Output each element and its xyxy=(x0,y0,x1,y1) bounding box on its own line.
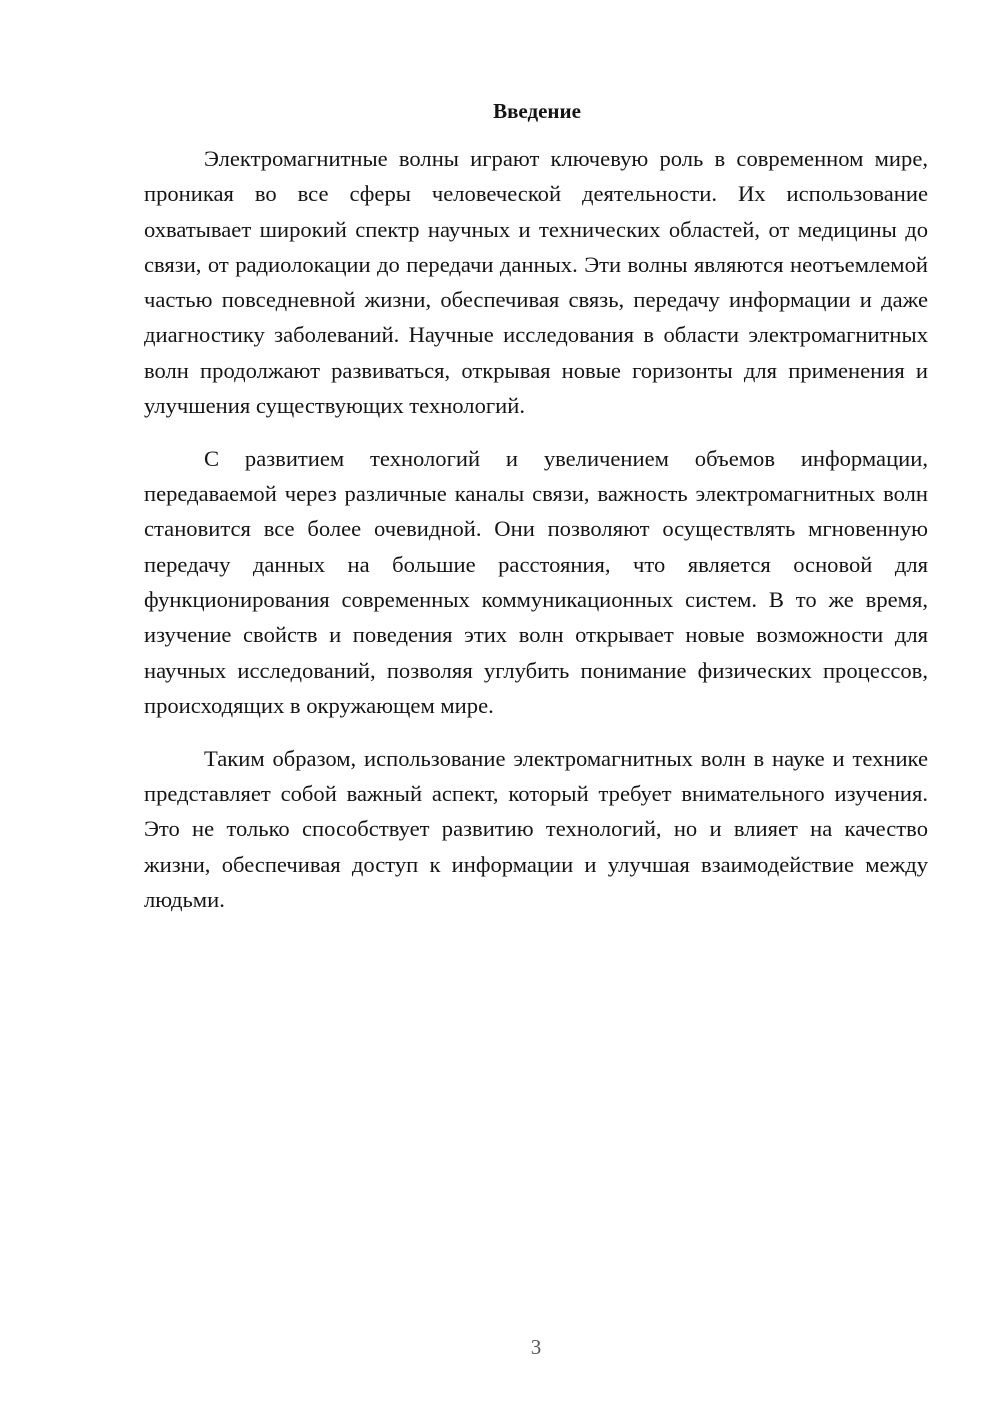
section-title: Введение xyxy=(493,99,581,123)
page-content xyxy=(144,93,928,935)
paragraph-3: Таким образом, использование электромагнитных волн в науке и технике представляет собой важный аспект, который требует внимательного изучения. Это не только способствует развитию технологий, но и влияет на качество жизни, обеспечивая доступ к информации и улучшая взаимодействие между людьми. xyxy=(144,745,928,912)
page-number: 3 xyxy=(530,1335,542,1359)
paragraph-2: С развитием технологий и увеличением объемов информации, передаваемой через различные каналы связи, важность электромагнитных волн становится все более очевидной. Они позволяют осуществлять мгновенную передачу данных на большие расстояния, что является основой для функционирования современных коммуникационных систем. В то же время, изучение свойств и поведения этих волн открывает новые возможности для научных исследований, позволяя углубить понимание физических процессов, происходящих в окружающем мире. xyxy=(144,445,928,718)
paragraph-1: Электромагнитные волны играют ключевую роль в современном мире, проникая во все сферы человеческой деятельности. Их использование охватывает широкий спектр научных и технических областей, от медицины до связи, от радиолокации до передачи данных. Эти волны являются неотъемлемой частью повседневной жизни, обеспечивая связь, передачу информации и даже диагностику заболеваний. Научные исследования в области электромагнитных волн продолжают развиваться, открывая новые горизонты для применения и улучшения существующих технологий. xyxy=(144,146,928,419)
